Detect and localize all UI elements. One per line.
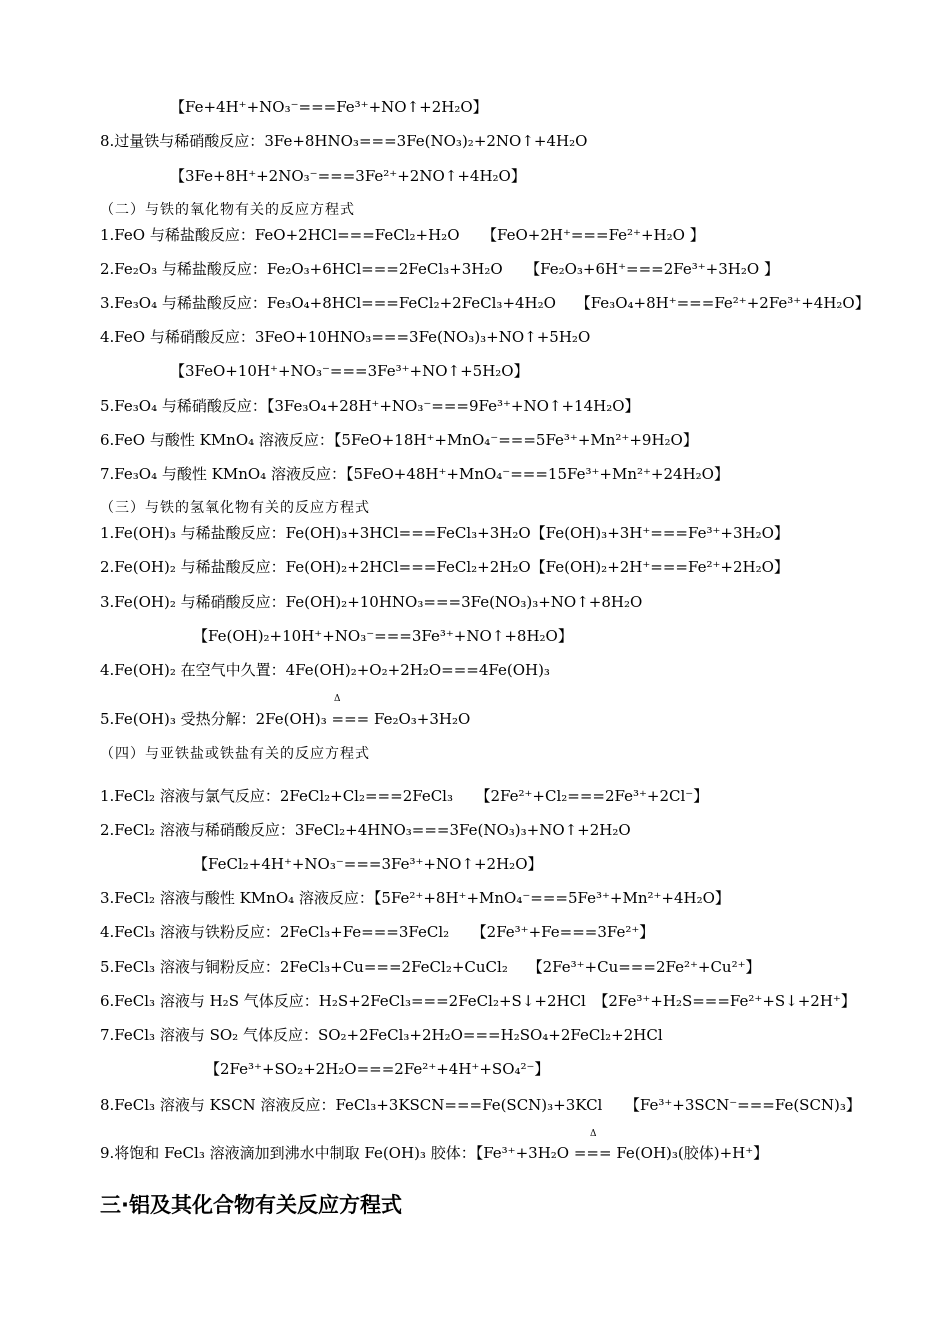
equation-line: 1.Fe(OH)₃ 与稀盐酸反应：Fe(OH)₃+3HCl===FeCl₃+3H₂O【Fe(OH)₃+3H⁺===Fe³⁺+3H₂O】 [100, 524, 789, 542]
equation-line: 8.FeCl₃ 溶液与 KSCN 溶液反应：FeCl₃+3KSCN===Fe(SCN)₃+3KCl 【Fe³⁺+3SCN⁻===Fe(SCN)₃】 [100, 1096, 861, 1114]
equation-line: 【2Fe³⁺+SO₂+2H₂O===2Fe²⁺+4H⁺+SO₄²⁻】 [205, 1060, 550, 1078]
equation-line: 5.Fe(OH)₃ 受热分解：2Fe(OH)₃ === Fe₂O₃+3H₂O [100, 710, 471, 728]
subsection-heading: （二）与铁的氧化物有关的反应方程式 [100, 202, 355, 218]
subsection-heading: （四）与亚铁盐或铁盐有关的反应方程式 [100, 746, 370, 762]
equation-line: 【3Fe+8H⁺+2NO₃⁻===3Fe²⁺+2NO↑+4H₂O】 [170, 167, 526, 185]
equation-line: 2.FeCl₂ 溶液与稀硝酸反应：3FeCl₂+4HNO₃===3Fe(NO₃)₃+NO↑+2H₂O [100, 821, 631, 839]
equation-line: 1.FeO 与稀盐酸反应：FeO+2HCl===FeCl₂+H₂O 【FeO+2H⁺===Fe²⁺+H₂O 】 [100, 226, 705, 244]
equation-line: 4.FeO 与稀硝酸反应：3FeO+10HNO₃===3Fe(NO₃)₃+NO↑+5H₂O [100, 328, 591, 346]
equation-line: 1.FeCl₂ 溶液与氯气反应：2FeCl₂+Cl₂===2FeCl₃ 【2Fe²⁺+Cl₂===2Fe³⁺+2Cl⁻】 [100, 787, 709, 805]
equation-line: 5.FeCl₃ 溶液与铜粉反应：2FeCl₃+Cu===2FeCl₂+CuCl₂ 【2Fe³⁺+Cu===2Fe²⁺+Cu²⁺】 [100, 958, 761, 976]
equation-line: 8.过量铁与稀硝酸反应：3Fe+8HNO₃===3Fe(NO₃)₂+2NO↑+4H₂O [100, 132, 588, 150]
equation-line: 【FeCl₂+4H⁺+NO₃⁻===3Fe³⁺+NO↑+2H₂O】 [193, 855, 543, 873]
equation-line: 2.Fe₂O₃ 与稀盐酸反应：Fe₂O₃+6HCl===2FeCl₃+3H₂O 【Fe₂O₃+6H⁺===2Fe³⁺+3H₂O 】 [100, 260, 779, 278]
equation-line: 4.FeCl₃ 溶液与铁粉反应：2FeCl₃+Fe===3FeCl₂ 【2Fe³⁺+Fe===3Fe²⁺】 [100, 923, 655, 941]
delta-heating-mark: Δ [334, 694, 341, 704]
equation-line: 2.Fe(OH)₂ 与稀盐酸反应：Fe(OH)₂+2HCl===FeCl₂+2H₂O【Fe(OH)₂+2H⁺===Fe²⁺+2H₂O】 [100, 558, 789, 576]
section-title: 三·铝及其化合物有关反应方程式 [100, 1193, 402, 1217]
equation-line: 6.FeCl₃ 溶液与 H₂S 气体反应：H₂S+2FeCl₃===2FeCl₂+S↓+2HCl 【2Fe³⁺+H₂S===Fe²⁺+S↓+2H⁺】 [100, 992, 856, 1010]
equation-line: 3.Fe₃O₄ 与稀盐酸反应：Fe₃O₄+8HCl===FeCl₂+2FeCl₃+4H₂O 【Fe₃O₄+8H⁺===Fe²⁺+2Fe³⁺+4H₂O】 [100, 294, 870, 312]
equation-line: 5.Fe₃O₄ 与稀硝酸反应：【3Fe₃O₄+28H⁺+NO₃⁻===9Fe³⁺+NO↑+14H₂O】 [100, 397, 640, 415]
equation-line: 3.FeCl₂ 溶液与酸性 KMnO₄ 溶液反应：【5Fe²⁺+8H⁺+MnO₄⁻===5Fe³⁺+Mn²⁺+4H₂O】 [100, 889, 730, 907]
delta-heating-mark: Δ [590, 1129, 597, 1139]
equation-line: 7.FeCl₃ 溶液与 SO₂ 气体反应：SO₂+2FeCl₃+2H₂O===H₂SO₄+2FeCl₂+2HCl [100, 1026, 663, 1044]
equation-line: 4.Fe(OH)₂ 在空气中久置：4Fe(OH)₂+O₂+2H₂O===4Fe(OH)₃ [100, 661, 550, 679]
equation-line: 9.将饱和 FeCl₃ 溶液滴加到沸水中制取 Fe(OH)₃ 胶体：【Fe³⁺+3H₂O === Fe(OH)₃(胶体)+H⁺】 [100, 1144, 769, 1162]
equation-line: 【3FeO+10H⁺+NO₃⁻===3Fe³⁺+NO↑+5H₂O】 [170, 362, 529, 380]
equation-line: 3.Fe(OH)₂ 与稀硝酸反应：Fe(OH)₂+10HNO₃===3Fe(NO₃)₃+NO↑+8H₂O [100, 593, 643, 611]
equation-line: 7.Fe₃O₄ 与酸性 KMnO₄ 溶液反应：【5FeO+48H⁺+MnO₄⁻===15Fe³⁺+Mn²⁺+24H₂O】 [100, 465, 729, 483]
equation-line: 【Fe+4H⁺+NO₃⁻===Fe³⁺+NO↑+2H₂O】 [170, 98, 488, 116]
subsection-heading: （三）与铁的氢氧化物有关的反应方程式 [100, 500, 370, 516]
equation-line: 【Fe(OH)₂+10H⁺+NO₃⁻===3Fe³⁺+NO↑+8H₂O】 [193, 627, 573, 645]
equation-line: 6.FeO 与酸性 KMnO₄ 溶液反应：【5FeO+18H⁺+MnO₄⁻===5Fe³⁺+Mn²⁺+9H₂O】 [100, 431, 698, 449]
